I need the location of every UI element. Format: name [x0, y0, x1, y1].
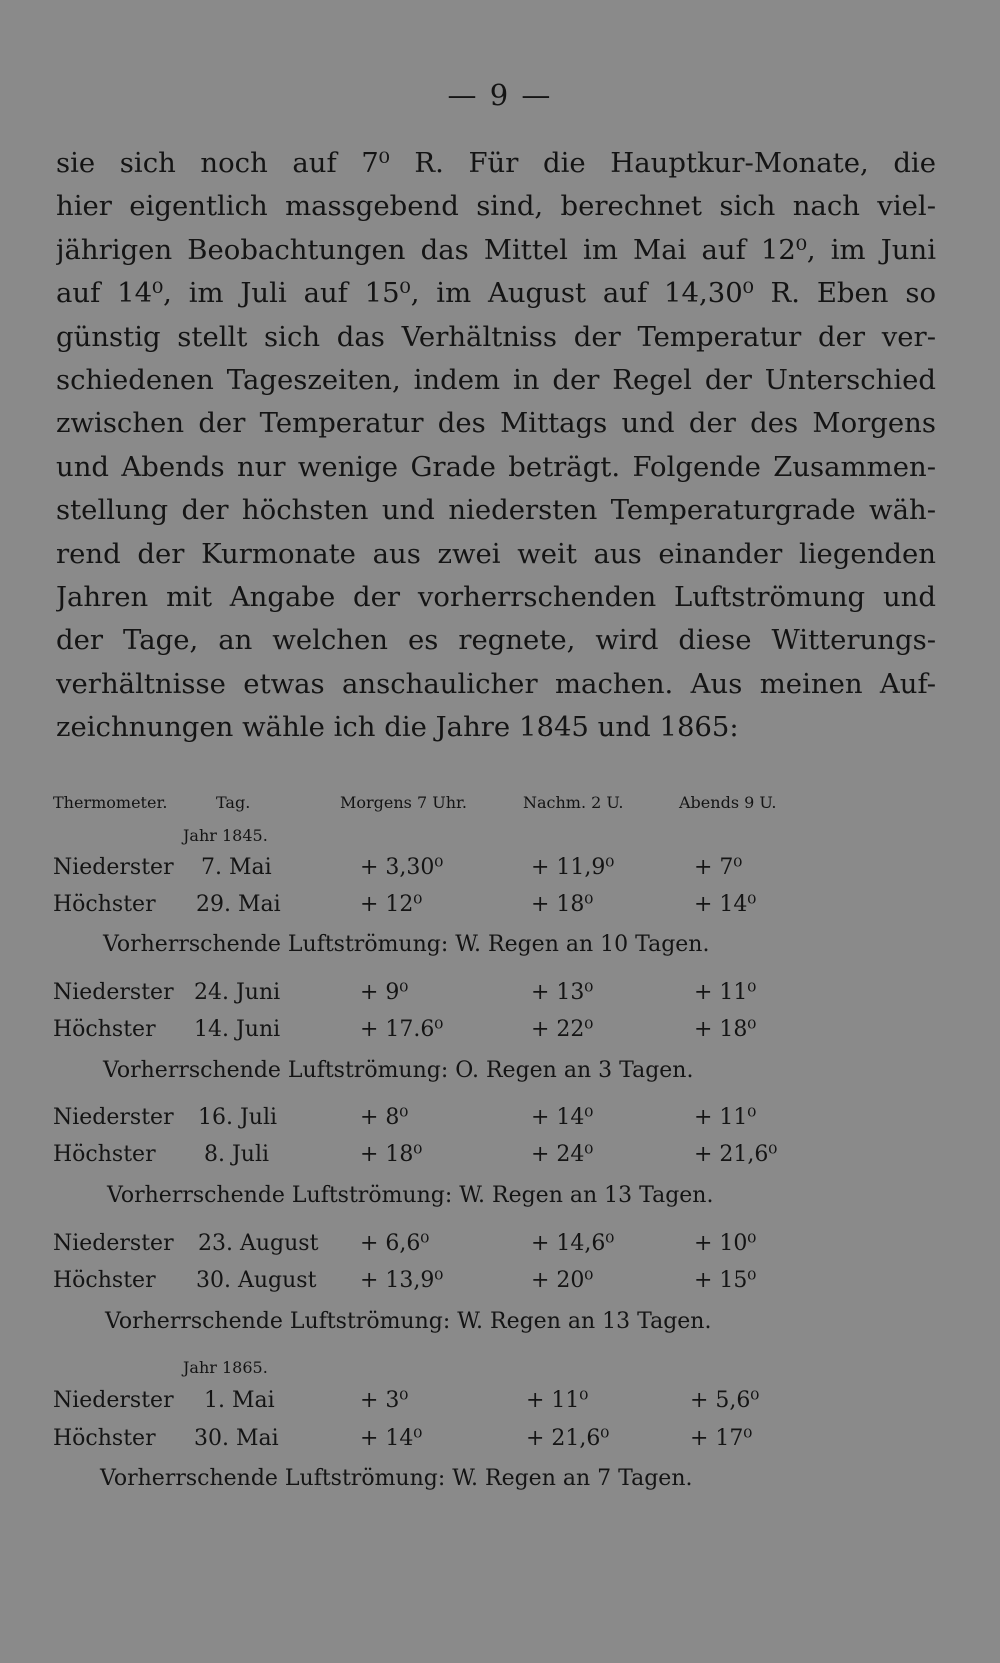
- summary-line: Vorherrschende Luftströmung: W. Regen an 13 Tagen.: [105, 1309, 712, 1334]
- row-evening: + 21,6⁰: [694, 1142, 778, 1167]
- row-afternoon: + 14⁰: [531, 1105, 594, 1130]
- page-number: — 9 —: [447, 78, 553, 112]
- row-day: 29. Mai: [196, 892, 281, 917]
- text-line: der Tage, an welchen es regnete, wird diese Witterungs-: [56, 624, 936, 657]
- text-line: zeichnungen wähle ich die Jahre 1845 und 1865:: [56, 711, 739, 744]
- row-label: Niederster: [53, 1388, 174, 1413]
- row-day: 14. Juni: [194, 1017, 281, 1042]
- text-line: verhältnisse etwas anschaulicher machen. Aus meinen Auf-: [56, 667, 936, 700]
- row-evening: + 11⁰: [694, 1105, 757, 1130]
- header-thermometer: Thermometer.: [53, 793, 168, 812]
- row-evening: + 10⁰: [694, 1231, 757, 1256]
- row-afternoon: + 20⁰: [531, 1268, 594, 1293]
- text-line: zwischen der Temperatur des Mittags und der des Morgens: [56, 407, 936, 440]
- header-morning: Morgens 7 Uhr.: [340, 793, 468, 812]
- header-afternoon: Nachm. 2 U.: [523, 793, 624, 812]
- row-evening: + 11⁰: [694, 980, 757, 1005]
- row-label: Niederster: [53, 980, 174, 1005]
- row-day: 16. Juli: [198, 1105, 278, 1130]
- summary-line: Vorherrschende Luftströmung: W. Regen an 7 Tagen.: [100, 1466, 693, 1491]
- text-line: Jahren mit Angabe der vorherrschenden Luftströmung und: [56, 581, 936, 614]
- row-morning: + 6,6⁰: [360, 1231, 430, 1256]
- row-label: Höchster: [53, 892, 156, 917]
- row-afternoon: + 18⁰: [531, 892, 594, 917]
- row-morning: + 3⁰: [360, 1388, 409, 1413]
- summary-line: Vorherrschende Luftströmung: O. Regen an 3 Tagen.: [103, 1058, 694, 1083]
- text-line: hier eigentlich massgebend sind, berechnet sich nach viel-: [56, 190, 936, 223]
- summary-line: Vorherrschende Luftströmung: W. Regen an 10 Tagen.: [103, 932, 710, 957]
- text-line: auf 14⁰, im Juli auf 15⁰, im August auf 14,30⁰ R. Eben so: [56, 277, 936, 310]
- row-label: Niederster: [53, 1105, 174, 1130]
- row-afternoon: + 24⁰: [531, 1142, 594, 1167]
- row-morning: + 13,9⁰: [360, 1268, 444, 1293]
- row-evening: + 17⁰: [690, 1426, 753, 1451]
- text-line: günstig stellt sich das Verhältniss der Temperatur der ver-: [56, 320, 936, 353]
- row-day: 1. Mai: [204, 1388, 275, 1413]
- row-day: 8. Juli: [204, 1142, 270, 1167]
- text-line: rend der Kurmonate aus zwei weit aus einander liegenden: [56, 537, 936, 570]
- summary-line: Vorherrschende Luftströmung: W. Regen an 13 Tagen.: [107, 1183, 714, 1208]
- row-afternoon: + 13⁰: [531, 980, 594, 1005]
- row-day: 30. August: [196, 1268, 317, 1293]
- row-morning: + 9⁰: [360, 980, 409, 1005]
- row-evening: + 14⁰: [694, 892, 757, 917]
- row-label: Höchster: [53, 1017, 156, 1042]
- text-line: und Abends nur wenige Grade beträgt. Folgende Zusammen-: [56, 450, 936, 483]
- row-morning: + 14⁰: [360, 1426, 423, 1451]
- row-day: 24. Juni: [194, 980, 281, 1005]
- row-afternoon: + 11,9⁰: [531, 855, 615, 880]
- row-label: Höchster: [53, 1268, 156, 1293]
- year-label-1845: Jahr 1845.: [183, 826, 268, 845]
- row-label: Höchster: [53, 1426, 156, 1451]
- row-label: Niederster: [53, 1231, 174, 1256]
- row-afternoon: + 14,6⁰: [531, 1231, 615, 1256]
- row-evening: + 5,6⁰: [690, 1388, 760, 1413]
- header-day: Tag.: [216, 793, 251, 812]
- row-day: 7. Mai: [201, 855, 272, 880]
- text-line: jährigen Beobachtungen das Mittel im Mai auf 12⁰, im Juni: [56, 233, 936, 266]
- row-morning: + 8⁰: [360, 1105, 409, 1130]
- row-evening: + 18⁰: [694, 1017, 757, 1042]
- row-afternoon: + 21,6⁰: [526, 1426, 610, 1451]
- text-line: stellung der höchsten und niedersten Temperaturgrade wäh-: [56, 494, 936, 527]
- text-line: sie sich noch auf 7⁰ R. Für die Hauptkur-Monate, die: [56, 147, 936, 179]
- row-afternoon: + 22⁰: [531, 1017, 594, 1042]
- row-morning: + 12⁰: [360, 892, 423, 917]
- year-label-1865: Jahr 1865.: [183, 1358, 268, 1377]
- row-evening: + 7⁰: [694, 855, 743, 880]
- header-evening: Abends 9 U.: [679, 793, 777, 812]
- row-evening: + 15⁰: [694, 1268, 757, 1293]
- text-line: schiedenen Tageszeiten, indem in der Regel der Unterschied: [56, 364, 936, 397]
- row-morning: + 3,30⁰: [360, 855, 444, 880]
- row-morning: + 18⁰: [360, 1142, 423, 1167]
- row-label: Höchster: [53, 1142, 156, 1167]
- row-day: 23. August: [198, 1231, 319, 1256]
- row-morning: + 17.6⁰: [360, 1017, 444, 1042]
- row-day: 30. Mai: [194, 1426, 279, 1451]
- row-afternoon: + 11⁰: [526, 1388, 589, 1413]
- row-label: Niederster: [53, 855, 174, 880]
